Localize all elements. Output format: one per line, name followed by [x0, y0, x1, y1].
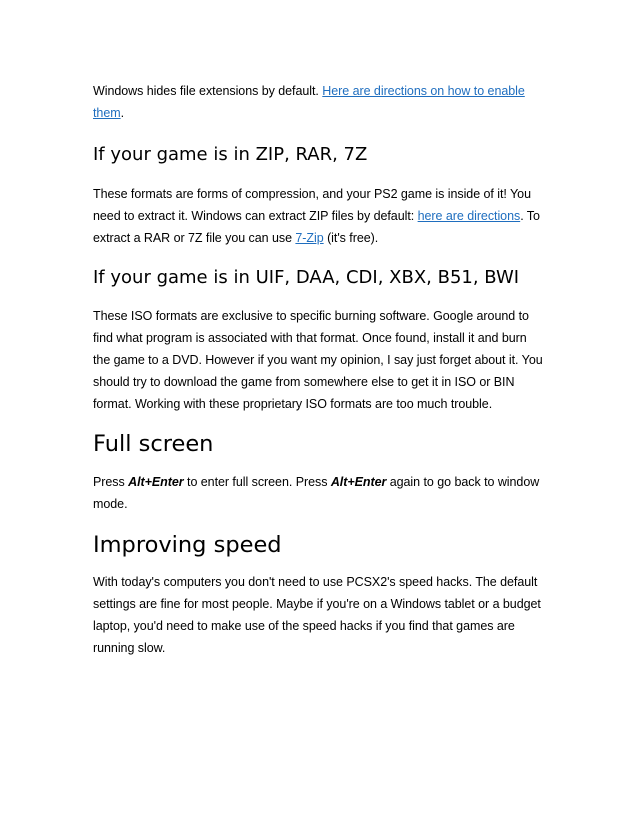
zip-paragraph [93, 183, 543, 249]
full-screen-paragraph [93, 471, 543, 515]
zip-text-2: . To extract a RAR or 7Z file you can use [93, 209, 540, 245]
alt-enter-key-2: Alt+Enter [330, 475, 387, 489]
7zip-link[interactable]: 7-Zip [295, 231, 324, 245]
heading-uif-formats: If your game is in UIF, DAA, CDI, XBX, B51, BWI [93, 267, 520, 288]
speed-paragraph: With today's computers you don't need to use PCSX2's speed hacks. The default settings are fine for most people. Maybe if you're on a Windows tablet or a budget laptop, you'd need to make use of the speed hacks if you find that games are running slow. [93, 575, 541, 655]
heading-full-screen: Full screen [93, 431, 214, 457]
enable-extensions-link[interactable]: Here are directions on how to enable them [93, 84, 525, 120]
uif-paragraph: These ISO formats are exclusive to specific burning software. Google around to find what program is associated with that format. Once found, install it and burn the game to a DVD. However if you want my opinion, I say just forget about it. You should try to download the game from somewhere else to get it in ISO or BIN format. Working with these proprietary ISO formats are too much trouble. [93, 309, 543, 411]
full-text-1: Press [93, 475, 129, 489]
zip-text-1: These formats are forms of compression, and your PS2 game is inside of it! You need to extract it. Windows can extract ZIP files by default: [93, 187, 531, 223]
alt-enter-key-1: Alt+Enter [128, 475, 184, 489]
full-text-3: again to go back to window mode. [93, 475, 540, 511]
heading-zip-rar-7z: If your game is in ZIP, RAR, 7Z [93, 144, 368, 165]
zip-text-3: (it's free). [323, 231, 379, 245]
zip-directions-link[interactable]: here are directions [417, 209, 521, 223]
document-page [93, 80, 543, 659]
intro-paragraph [93, 80, 543, 124]
full-text-2: to enter full screen. Press [183, 475, 331, 489]
intro-text: Windows hides file extensions by default. [93, 84, 323, 98]
intro-end: . [120, 106, 125, 120]
heading-improving-speed: Improving speed [93, 532, 282, 558]
